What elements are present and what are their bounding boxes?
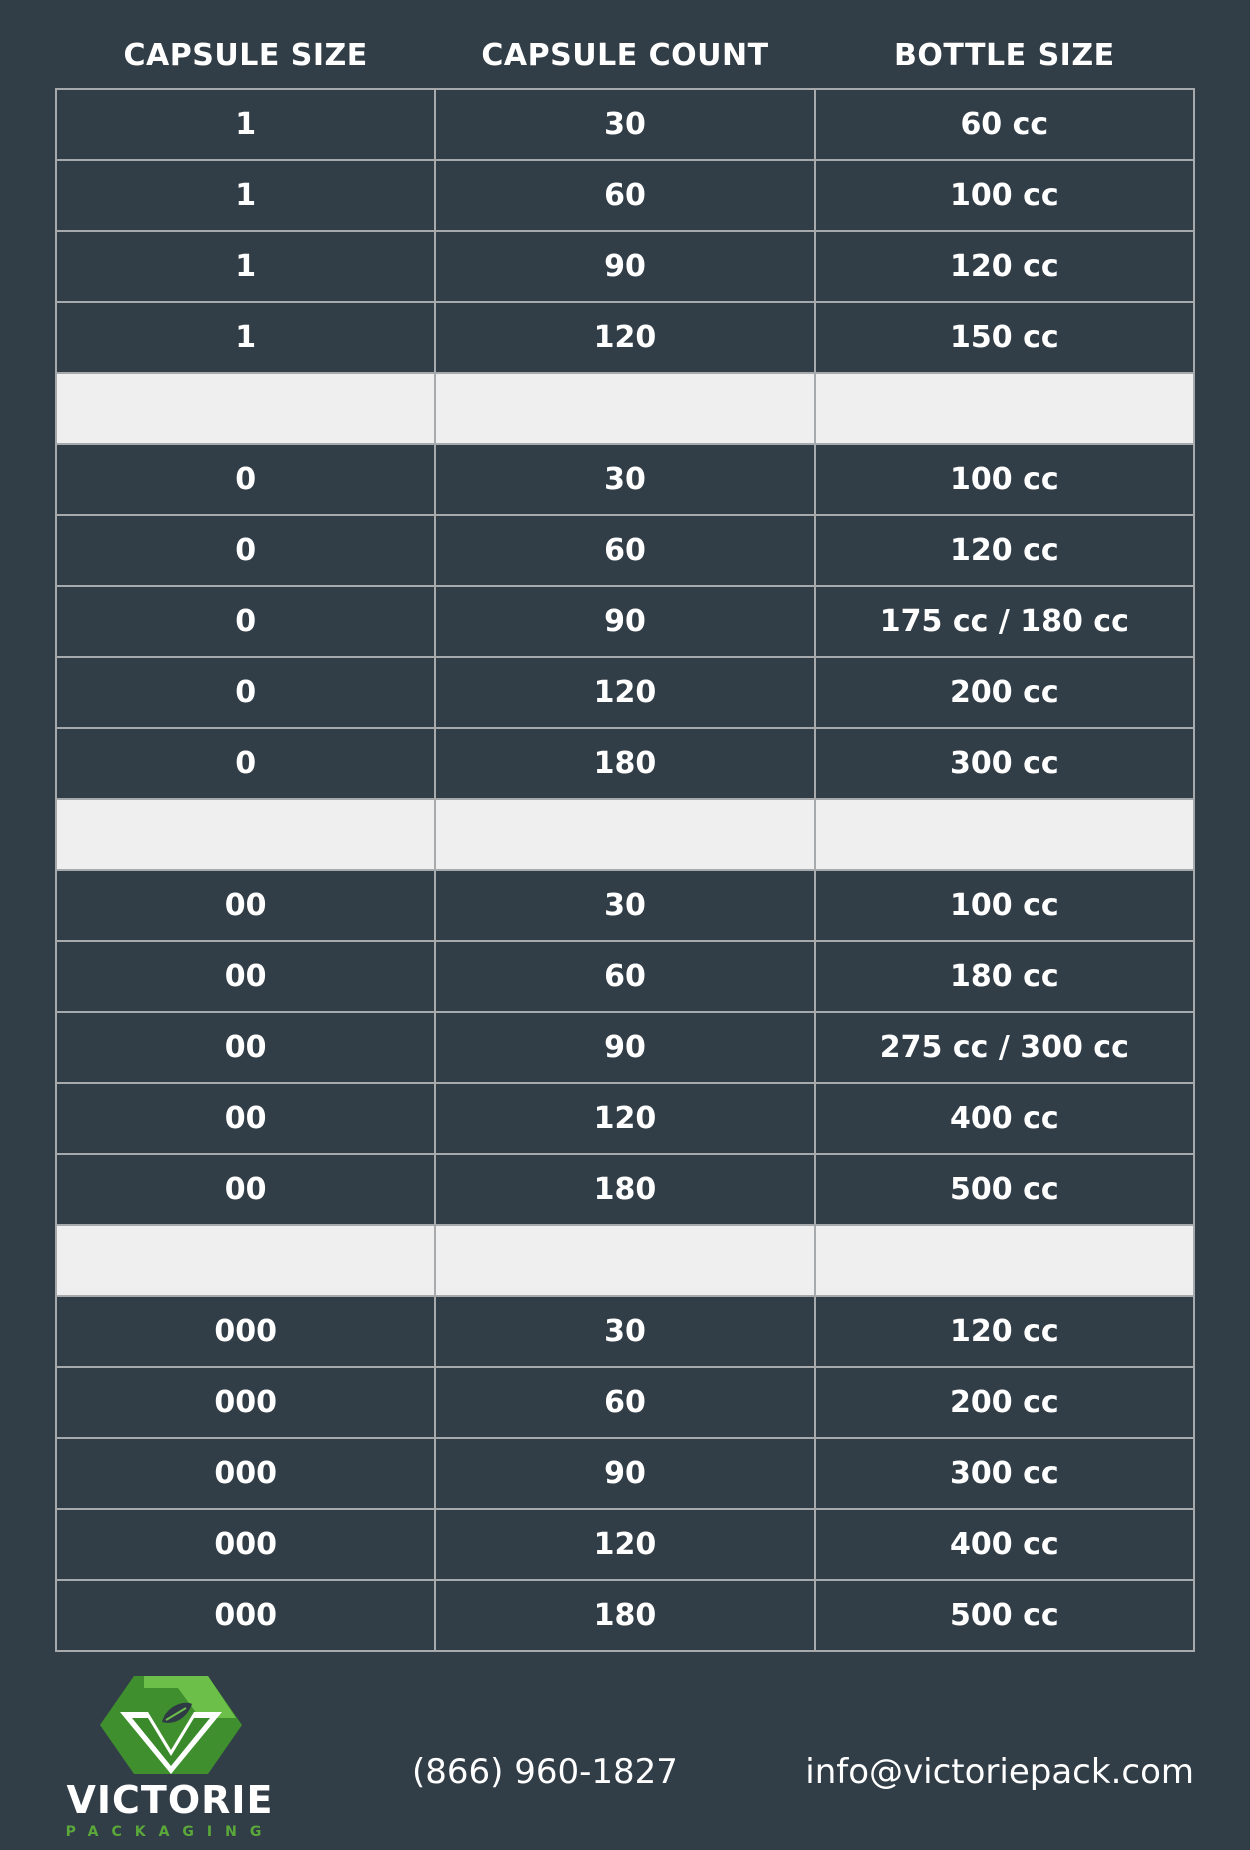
cell-count: 30 bbox=[436, 90, 815, 159]
cell-bottle: 200 cc bbox=[950, 675, 1059, 710]
table-row bbox=[57, 303, 1193, 374]
cell-size: 0 bbox=[57, 729, 436, 798]
table-row bbox=[57, 1084, 1193, 1155]
cell-size: 1 bbox=[57, 90, 436, 159]
table-row bbox=[57, 1368, 1193, 1439]
table-row bbox=[57, 1013, 1193, 1084]
cell-size: 00 bbox=[57, 1084, 436, 1153]
cell-count bbox=[436, 1226, 815, 1295]
cell-size: 00 bbox=[57, 871, 436, 940]
cell-bottle: 300 cc bbox=[950, 746, 1059, 781]
cell-count: 30 bbox=[436, 871, 815, 940]
cell-bottle: 100 cc bbox=[950, 888, 1059, 923]
table-row bbox=[57, 1439, 1193, 1510]
cell-bottle: 400 cc bbox=[950, 1527, 1059, 1562]
table-row bbox=[57, 658, 1193, 729]
table-row bbox=[57, 871, 1193, 942]
cell-count: 30 bbox=[436, 1297, 815, 1366]
cell-size: 0 bbox=[57, 658, 436, 727]
cell-bottle bbox=[816, 374, 1193, 443]
cell-bottle: 180 cc bbox=[950, 959, 1059, 994]
table-row bbox=[57, 942, 1193, 1013]
footer bbox=[0, 1660, 1250, 1850]
cell-size bbox=[57, 1226, 436, 1295]
cell-count: 60 bbox=[436, 516, 815, 585]
table-row bbox=[57, 1510, 1193, 1581]
cell-bottle: 120 cc bbox=[950, 533, 1059, 568]
cell-count: 90 bbox=[436, 1013, 815, 1082]
spacer-row bbox=[57, 374, 1193, 445]
header-capsule-size: CAPSULE SIZE bbox=[123, 38, 368, 73]
cell-bottle: 150 cc bbox=[950, 320, 1059, 355]
logo-subtitle: PACKAGING bbox=[65, 1824, 275, 1840]
cell-count: 120 bbox=[436, 1084, 815, 1153]
cell-size: 00 bbox=[57, 942, 436, 1011]
cell-bottle: 120 cc bbox=[950, 249, 1059, 284]
table-row bbox=[57, 587, 1193, 658]
table-header bbox=[56, 28, 1194, 84]
table-row bbox=[57, 1581, 1193, 1650]
cell-count: 120 bbox=[436, 1510, 815, 1579]
cell-size: 1 bbox=[57, 161, 436, 230]
cell-bottle: 300 cc bbox=[950, 1456, 1059, 1491]
cell-size: 000 bbox=[57, 1581, 436, 1650]
cell-count: 180 bbox=[436, 1581, 815, 1650]
cell-size: 0 bbox=[57, 516, 436, 585]
table-row bbox=[57, 516, 1193, 587]
cell-size: 0 bbox=[57, 445, 436, 514]
cell-bottle: 275 cc / 300 cc bbox=[879, 1030, 1129, 1065]
cell-bottle: 200 cc bbox=[950, 1385, 1059, 1420]
table-row bbox=[57, 1297, 1193, 1368]
cell-count: 90 bbox=[436, 232, 815, 301]
cell-size: 1 bbox=[57, 232, 436, 301]
logo-name: VICTORIE bbox=[66, 1778, 274, 1822]
table-row bbox=[57, 161, 1193, 232]
phone-number[interactable]: (866) 960-1827 bbox=[412, 1752, 678, 1792]
cell-count: 90 bbox=[436, 1439, 815, 1508]
cell-count: 120 bbox=[436, 658, 815, 727]
header-bottle-size: BOTTLE SIZE bbox=[894, 38, 1115, 73]
table-row bbox=[57, 90, 1193, 161]
cell-bottle: 400 cc bbox=[950, 1101, 1059, 1136]
table-row bbox=[57, 232, 1193, 303]
cell-bottle bbox=[816, 800, 1193, 869]
cell-size: 00 bbox=[57, 1155, 436, 1224]
cell-size: 0 bbox=[57, 587, 436, 656]
cell-size bbox=[57, 374, 436, 443]
cell-bottle: 60 cc bbox=[960, 107, 1049, 142]
cell-size: 000 bbox=[57, 1297, 436, 1366]
cell-size: 000 bbox=[57, 1510, 436, 1579]
table-row bbox=[57, 729, 1193, 800]
cell-bottle: 500 cc bbox=[950, 1598, 1059, 1633]
spacer-row bbox=[57, 800, 1193, 871]
victorie-hexagon-leaf-logo-icon bbox=[96, 1670, 246, 1780]
header-capsule-count: CAPSULE COUNT bbox=[481, 38, 769, 73]
brand-logo bbox=[60, 1670, 280, 1840]
cell-count: 60 bbox=[436, 161, 815, 230]
cell-count: 60 bbox=[436, 942, 815, 1011]
cell-count bbox=[436, 800, 815, 869]
cell-bottle: 100 cc bbox=[950, 462, 1059, 497]
cell-count: 90 bbox=[436, 587, 815, 656]
cell-count: 180 bbox=[436, 729, 815, 798]
cell-count: 180 bbox=[436, 1155, 815, 1224]
spacer-row bbox=[57, 1226, 1193, 1297]
cell-size: 000 bbox=[57, 1439, 436, 1508]
cell-count: 120 bbox=[436, 303, 815, 372]
cell-bottle: 500 cc bbox=[950, 1172, 1059, 1207]
cell-bottle: 175 cc / 180 cc bbox=[879, 604, 1129, 639]
table-row bbox=[57, 445, 1193, 516]
cell-bottle: 120 cc bbox=[950, 1314, 1059, 1349]
table-row bbox=[57, 1155, 1193, 1226]
cell-count: 30 bbox=[436, 445, 815, 514]
cell-size: 000 bbox=[57, 1368, 436, 1437]
cell-bottle: 100 cc bbox=[950, 178, 1059, 213]
cell-size bbox=[57, 800, 436, 869]
capsule-bottle-table bbox=[55, 88, 1195, 1652]
cell-count: 60 bbox=[436, 1368, 815, 1437]
email-address[interactable]: info@victoriepack.com bbox=[805, 1752, 1194, 1792]
cell-size: 1 bbox=[57, 303, 436, 372]
cell-count bbox=[436, 374, 815, 443]
cell-size: 00 bbox=[57, 1013, 436, 1082]
cell-bottle bbox=[816, 1226, 1193, 1295]
